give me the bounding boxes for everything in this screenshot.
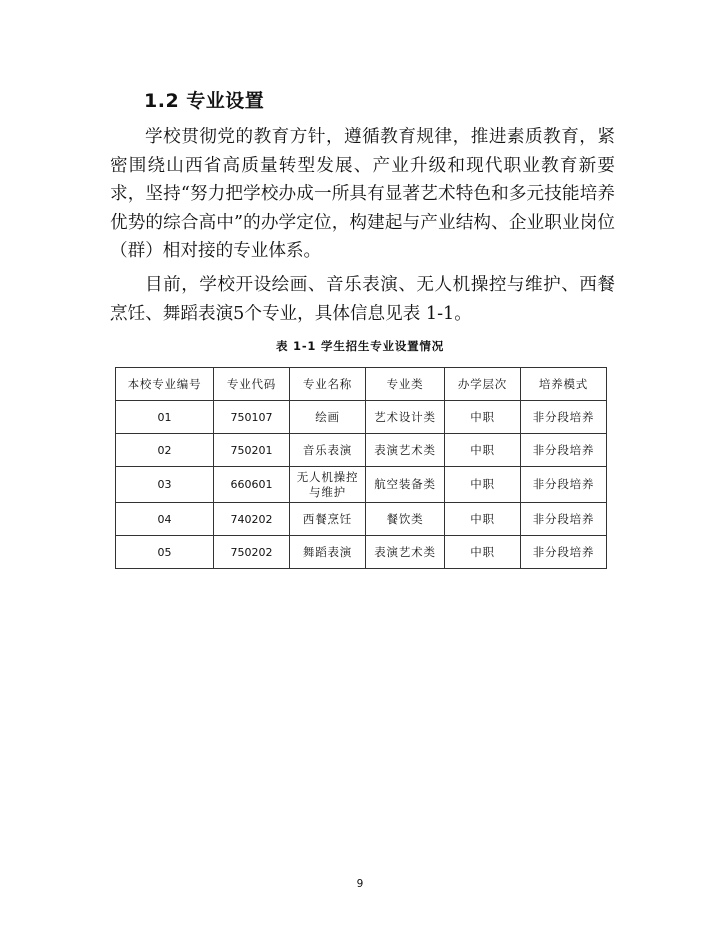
majors-table [115, 367, 607, 569]
cell-school-level: 中职 [445, 536, 521, 569]
table-row [116, 434, 607, 467]
header-major-name: 专业名称 [290, 368, 366, 401]
cell-major-code: 750107 [214, 401, 290, 434]
cell-major-category: 航空装备类 [366, 467, 445, 503]
cell-major-code: 660601 [214, 467, 290, 503]
page-number: 9 [356, 878, 364, 890]
cell-training-mode: 非分段培养 [521, 434, 607, 467]
table-row [116, 536, 607, 569]
cell-major-name: 舞蹈表演 [290, 536, 366, 569]
cell-major-number: 03 [116, 467, 214, 503]
cell-training-mode: 非分段培养 [521, 401, 607, 434]
cell-major-number: 01 [116, 401, 214, 434]
cell-major-code: 750201 [214, 434, 290, 467]
section-heading: 1.2 专业设置 [144, 90, 265, 112]
cell-major-name: 绘画 [290, 401, 366, 434]
table-row [116, 467, 607, 503]
header-school-level: 办学层次 [445, 368, 521, 401]
cell-major-category: 表演艺术类 [366, 434, 445, 467]
header-major-code: 专业代码 [214, 368, 290, 401]
body-paragraph: 目前，学校开设绘画、音乐表演、无人机操控与维护、西餐烹饪、舞蹈表演5个专业，具体信息见表 1-1。 [110, 275, 615, 324]
header-major-number: 本校专业编号 [116, 368, 214, 401]
cell-training-mode: 非分段培养 [521, 536, 607, 569]
cell-school-level: 中职 [445, 503, 521, 536]
table-caption: 表 1-1 学生招生专业设置情况 [275, 339, 445, 353]
cell-school-level: 中职 [445, 401, 521, 434]
cell-training-mode: 非分段培养 [521, 503, 607, 536]
body-paragraph: 学校贯彻党的教育方针，遵循教育规律，推进素质教育，紧密围绕山西省高质量转型发展、产业升级和现代职业教育新要求，坚持“努力把学校办成一所具有显著艺术特色和多元技能培养优势的综合高中”的办学定位，构建起与产业结构、企业职业岗位（群）相对接的专业体系。 [110, 127, 615, 261]
cell-major-code: 750202 [214, 536, 290, 569]
cell-school-level: 中职 [445, 467, 521, 503]
cell-major-number: 02 [116, 434, 214, 467]
cell-major-number: 05 [116, 536, 214, 569]
header-major-category: 专业类 [366, 368, 445, 401]
cell-major-number: 04 [116, 503, 214, 536]
table-row [116, 503, 607, 536]
cell-training-mode: 非分段培养 [521, 467, 607, 503]
table-header-row [116, 368, 607, 401]
cell-major-category: 艺术设计类 [366, 401, 445, 434]
cell-major-code: 740202 [214, 503, 290, 536]
cell-major-category: 表演艺术类 [366, 536, 445, 569]
cell-school-level: 中职 [445, 434, 521, 467]
cell-major-name: 音乐表演 [290, 434, 366, 467]
table-row [116, 401, 607, 434]
cell-major-name: 西餐烹饪 [290, 503, 366, 536]
cell-major-category: 餐饮类 [366, 503, 445, 536]
header-training-mode: 培养模式 [521, 368, 607, 401]
cell-major-name: 无人机操控与维护 [290, 467, 366, 503]
